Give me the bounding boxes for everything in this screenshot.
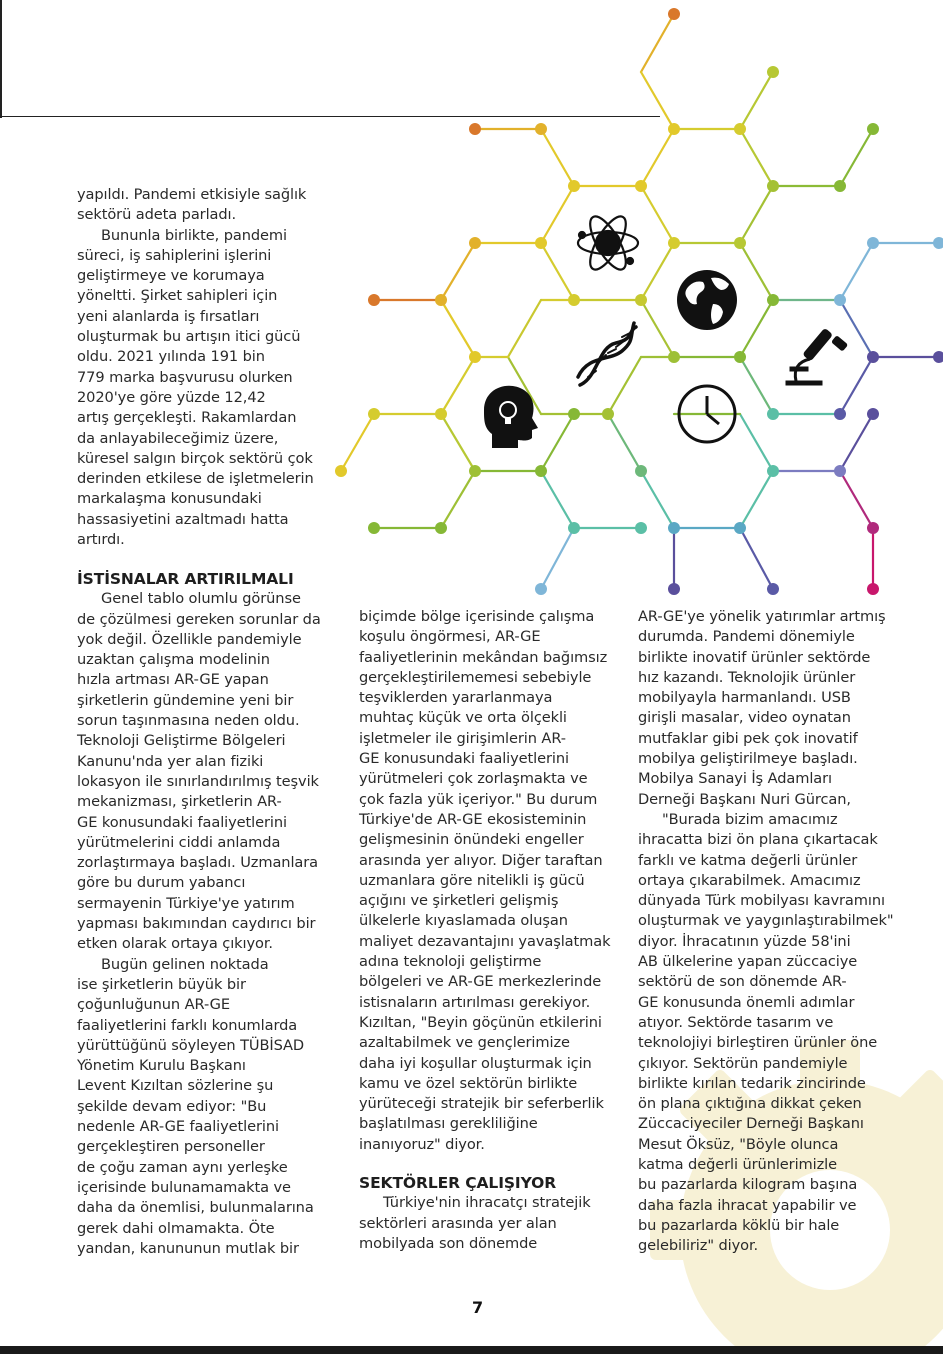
text-line: küresel salgın birçok sektörü çok xyxy=(77,449,313,467)
section-heading-sektorler: SEKTÖRLER ÇALIŞIYOR xyxy=(359,1174,557,1193)
text-line: Bugün gelinen noktada xyxy=(101,955,269,973)
text-line: yandan, kanununun mutlak bir xyxy=(77,1239,299,1257)
text-line: Derneği Başkanı Nuri Gürcan, xyxy=(638,790,851,808)
text-line: dünyada Türk mobilyası kavramını xyxy=(638,892,885,910)
text-line: mobilyada son dönemde xyxy=(359,1234,538,1252)
text-line: AR-GE'ye yönelik yatırımlar artmış xyxy=(638,608,886,625)
text-line: Genel tablo olumlu görünse xyxy=(101,590,301,608)
column-1-top xyxy=(77,185,327,550)
text-line: faaliyetlerinin mekândan bağımsız xyxy=(359,648,608,666)
text-line: ortaya çıkarabilmek. Amacımız xyxy=(638,871,861,889)
text-line: daha da önemlisi, bulunmalarına xyxy=(77,1199,314,1217)
atom-icon xyxy=(578,212,638,275)
text-line: GE konusundaki faaliyetlerini xyxy=(359,750,569,768)
text-line: GE konusunda önemli adımlar xyxy=(638,993,855,1011)
text-line: gelebiliriz" diyor. xyxy=(638,1237,759,1255)
text-line: daha iyi koşullar oluşturmak için xyxy=(359,1054,592,1072)
text-line: yürüteceği stratejik bir seferberlik xyxy=(359,1095,604,1113)
page-number: 7 xyxy=(472,1298,484,1317)
text-line: mobilyayla harmanlandı. USB xyxy=(638,689,851,707)
text-line: faaliyetlerini farklı konumlarda xyxy=(77,1016,298,1034)
text-line: Kızıltan, "Beyin göçünün etkilerini xyxy=(359,1013,602,1031)
text-line: gelişmesinin önündeki engeller xyxy=(359,831,584,849)
column-3 xyxy=(638,607,900,1257)
text-line: de çoğu zaman aynı yerleşke xyxy=(77,1158,288,1176)
text-line: Mesut Öksüz, "Böyle olunca xyxy=(638,1135,839,1153)
text-line: durumda. Pandemi dönemiyle xyxy=(638,628,855,646)
text-line: artırdı. xyxy=(77,531,125,549)
text-line: birlikte kırılan tedarik zincirinde xyxy=(638,1074,866,1092)
text-line: yöneltti. Şirket sahipleri için xyxy=(77,287,278,305)
column-2 xyxy=(359,607,614,1254)
text-line: diyor. İhracatının yüzde 58'ini xyxy=(638,932,851,950)
text-line: kamu ve özel sektörün birlikte xyxy=(359,1074,578,1092)
text-line: "Burada bizim amacımız xyxy=(662,810,838,828)
text-line: oldu. 2021 yılında 191 bin xyxy=(77,348,265,366)
text-line: şekilde devam ediyor: "Bu xyxy=(77,1097,267,1115)
text-line: bölgeleri ve AR-GE merkezlerinde xyxy=(359,973,602,991)
text-line: girişli masalar, video oynatan xyxy=(638,709,851,727)
text-line: şirketlerin gündemine yeni bir xyxy=(77,691,294,709)
text-line: sermayenin Türkiye'ye yatırım xyxy=(77,894,295,912)
text-line: yürütmeleri çok zorlaşmakta ve xyxy=(359,770,588,788)
text-line: mutfaklar gibi pek çok inovatif xyxy=(638,729,858,747)
text-line: yeni alanlarda iş fırsatları xyxy=(77,307,260,325)
text-line: ihracatta bizi ön plana çıkartacak xyxy=(638,831,878,849)
text-line: gerçekleştirilememesi sebebiyle xyxy=(359,668,592,686)
text-line: işletmeler ile girişimlerin AR- xyxy=(359,729,566,747)
text-line: istisnaların artırılması gerekiyor. xyxy=(359,993,591,1011)
text-line: azaltabilmek ve gençlerimize xyxy=(359,1034,570,1052)
text-line: yapıldı. Pandemi etkisiyle sağlık xyxy=(77,186,307,203)
section-heading-istisnalar: İSTİSNALAR ARTIRILMALI xyxy=(77,570,294,588)
text-line: katma değerli ürünlerimizle xyxy=(638,1156,837,1174)
text-line: zorlaştırmaya başladı. Uzmanlara xyxy=(77,854,318,872)
text-line: Türkiye'de AR-GE ekosisteminin xyxy=(359,810,587,828)
globe-icon xyxy=(677,270,737,330)
text-line: arasında yer alıyor. Diğer taraftan xyxy=(359,851,603,869)
text-line: yok değil. Özellikle pandemiyle xyxy=(77,630,302,648)
text-line: sektörleri arasında yer alan xyxy=(359,1214,557,1232)
text-line: de çözülmesi gereken sorunlar da xyxy=(77,610,321,628)
text-line: farklı ve katma değerli ürünler xyxy=(638,851,858,869)
column-1-bottom xyxy=(77,569,339,1259)
text-line: GE konusundaki faaliyetlerini xyxy=(77,813,287,831)
text-line: teşviklerden yararlanmaya xyxy=(359,689,553,707)
bottom-bar xyxy=(0,1346,943,1354)
text-line: oluşturmak ve yaygınlaştırabilmek" xyxy=(638,912,894,930)
text-line: Bununla birlikte, pandemi xyxy=(101,226,287,244)
text-line: yürütmelerini ciddi anlamda xyxy=(77,833,281,851)
text-line: muhtaç küçük ve orta ölçekli xyxy=(359,709,567,727)
text-line: birlikte inovatif ürünler sektörde xyxy=(638,648,871,666)
text-line: oluşturmak bu artışın itici gücü xyxy=(77,328,301,346)
text-line: ön plana çıktığına dikkat çeken xyxy=(638,1095,862,1113)
text-line: mobilya geliştirilmeye başladı. xyxy=(638,750,858,768)
text-line: ise şirketlerin büyük bir xyxy=(77,975,246,993)
text-line: bu pazarlarda köklü bir hale xyxy=(638,1216,840,1234)
text-line: sektörü de son dönemde AR- xyxy=(638,973,847,991)
dna-icon xyxy=(578,323,636,385)
text-line: yapması bakımından caydırıcı bir xyxy=(77,915,316,933)
text-line: başlatılması gerekliliğine xyxy=(359,1115,538,1133)
text-line: AB ülkelerine yapan züccaciye xyxy=(638,953,858,971)
text-line: yürüttüğünü söyleyen TÜBİSAD xyxy=(77,1036,305,1054)
text-line: biçimde bölge içerisinde çalışma xyxy=(359,608,595,625)
text-line: derinden etkilese de işletmelerin xyxy=(77,470,314,488)
text-line: çok fazla yük içeriyor." Bu durum xyxy=(359,790,598,808)
text-line: mekanizması, şirketlerin AR- xyxy=(77,793,282,811)
text-line: inanıyoruz" diyor. xyxy=(359,1135,485,1153)
text-line: ülkelerle kıyaslamada oluşan xyxy=(359,912,568,930)
text-line: maliyet dezavantajını yavaşlatmak xyxy=(359,932,611,950)
text-line: Züccaciyeciler Derneği Başkanı xyxy=(638,1115,864,1133)
text-line: lokasyon ile sınırlandırılmış teşvik xyxy=(77,772,319,790)
text-line: çoğunluğunun AR-GE xyxy=(77,996,230,1014)
text-line: atıyor. Sektörde tasarım ve xyxy=(638,1013,834,1031)
text-line: artış gerçekleşti. Rakamlardan xyxy=(77,409,297,427)
text-line: da anlayabileceğimiz üzere, xyxy=(77,429,279,447)
text-line: Teknoloji Geliştirme Bölgeleri xyxy=(77,732,286,750)
text-line: bu pazarlarda kilogram başına xyxy=(638,1176,858,1194)
microscope-icon xyxy=(786,328,848,385)
text-line: süreci, iş sahiplerini işlerini xyxy=(77,246,272,264)
text-line: sorun taşınmasına neden oldu. xyxy=(77,712,300,730)
text-line: 779 marka başvurusu olurken xyxy=(77,368,293,386)
text-line: sektörü adeta parladı. xyxy=(77,206,237,224)
text-line: uzaktan çalışma modelinin xyxy=(77,651,270,669)
text-line: Mobilya Sanayi İş Adamları xyxy=(638,770,832,788)
text-line: markalaşma konusundaki xyxy=(77,490,262,508)
text-line: adına teknoloji geliştirme xyxy=(359,953,542,971)
text-line: hızla artması AR-GE yapan xyxy=(77,671,269,689)
text-line: hız kazandı. Teknolojik ürünler xyxy=(638,668,856,686)
text-line: 2020'ye göre yüzde 12,42 xyxy=(77,388,266,406)
text-line: hassasiyetini azaltmadı hatta xyxy=(77,510,289,528)
text-line: etken olarak ortaya çıkıyor. xyxy=(77,935,273,953)
text-line: Türkiye'nin ihracatçı stratejik xyxy=(383,1194,591,1212)
text-line: koşulu öngörmesi, AR-GE xyxy=(359,628,541,646)
text-line: teknolojiyi birleştiren ürünler öne xyxy=(638,1034,878,1052)
text-line: gerçekleştiren personeller xyxy=(77,1138,265,1156)
text-line: Kanunu'nda yer alan fiziki xyxy=(77,752,264,770)
text-line: Yönetim Kurulu Başkanı xyxy=(77,1057,246,1075)
text-line: geliştirmeye ve korumaya xyxy=(77,267,265,285)
text-line: daha fazla ihracat yapabilir ve xyxy=(638,1196,857,1214)
text-line: nedenle AR-GE faaliyetlerini xyxy=(77,1118,279,1136)
text-line: içerisinde bulunamamakta ve xyxy=(77,1178,291,1196)
text-line: çıkıyor. Sektörün pandemiyle xyxy=(638,1054,848,1072)
text-line: uzmanlara göre nitelikli iş gücü xyxy=(359,871,585,889)
text-line: gerek dahi olmamakta. Öte xyxy=(77,1219,275,1237)
text-line: Levent Kızıltan sözlerine şu xyxy=(77,1077,274,1095)
text-line: göre bu durum yabancı xyxy=(77,874,246,892)
text-line: açığını ve şirketleri gelişmiş xyxy=(359,892,559,910)
